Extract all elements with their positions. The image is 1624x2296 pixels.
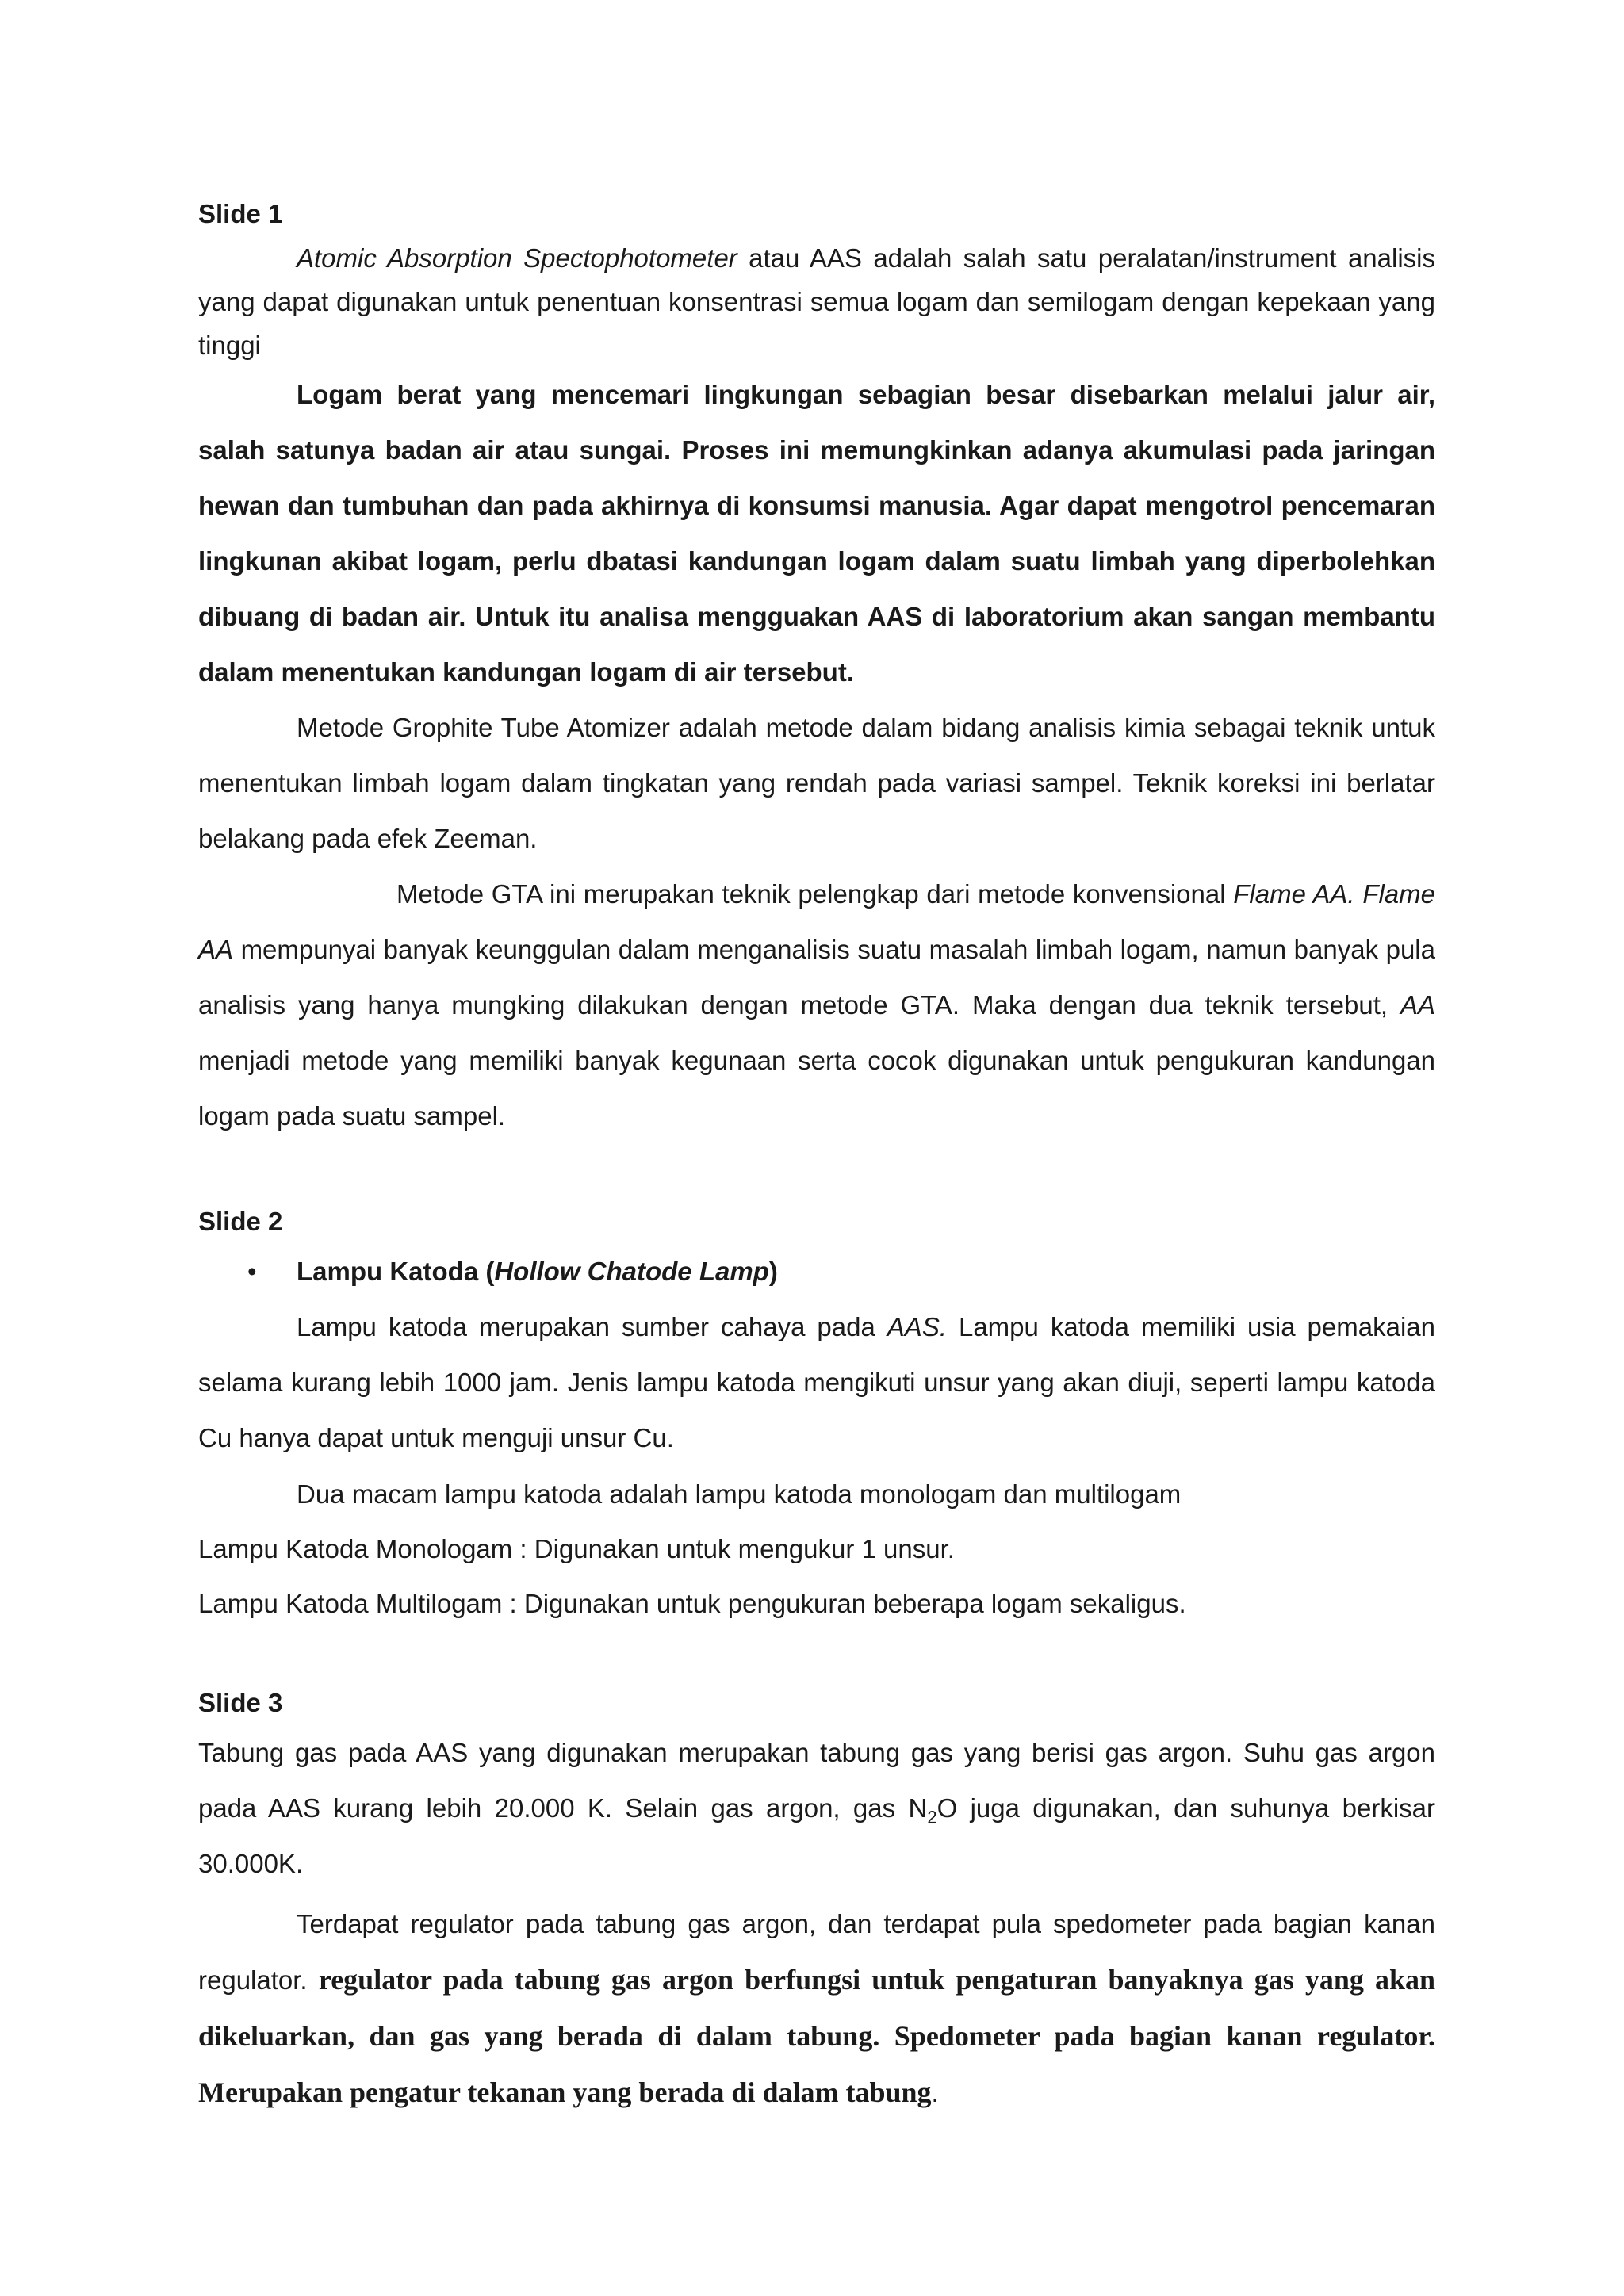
slide-2-multilogam-line: Lampu Katoda Multilogam : Digunakan untuk pengukuran beberapa logam sekaligus. <box>198 1589 1186 1618</box>
slide-2-monologam-line: Lampu Katoda Monologam : Digunakan untuk mengukur 1 unsur. <box>198 1534 955 1563</box>
slide-1-paragraph-1: Atomic Absorption Spectophotometer atau AAS adalah salah satu peralatan/instrument analisis yang dapat digunakan untuk penentuan konsentrasi semua logam dan semilogam dengan kepekaan yang tinggi <box>198 243 1436 360</box>
section-gap <box>198 1625 1435 1681</box>
document-page <box>198 192 1435 2121</box>
aas-term: Atomic Absorption Spectophotometer <box>297 243 737 273</box>
slide-2-title: Slide 2 <box>198 1207 283 1236</box>
regulator-bold-text: regulator pada tabung gas argon berfungsi untuk pengaturan banyaknya gas yang akan dikeluarkan, dan gas yang berada di dalam tabung. Spedometer pada bagian kanan regulator. Merupakan pengatur tekanan yang berada di dalam tabung <box>198 1964 1435 2108</box>
slide-3-title: Slide 3 <box>198 1688 283 1717</box>
slide-1-paragraph-3: Metode Grophite Tube Atomizer adalah metode dalam bidang analisis kimia sebagai teknik untuk menentukan limbah logam dalam tingkatan yang rendah pada variasi sampel. Teknik koreksi ini berlatar belakang pada efek Zeeman. <box>198 713 1435 853</box>
slide-3-paragraph-2: Terdapat regulator pada tabung gas argon, dan terdapat pula spedometer pada bagian kanan regulator. regulator pada tabung gas argon berfungsi untuk pengaturan banyaknya gas yang akan dikeluarkan, dan gas yang berada di dalam tabung. Spedometer pada bagian kanan regulator. Merupakan pengatur tekanan yang berada di dalam tabung. <box>198 1909 1435 2108</box>
bullet-icon: • <box>247 1257 257 1286</box>
slide-1-paragraph-2: Logam berat yang mencemari lingkungan sebagian besar disebarkan melalui jalur air, salah satunya badan air atau sungai. Proses ini memungkinkan adanya akumulasi pada jaringan hewan dan tumbuhan dan pada akhirnya di konsumsi manusia. Agar dapat mengotrol pencemaran lingkunan akibat logam, perlu dbatasi kandungan logam dalam suatu limbah yang diperbolehkan dibuang di badan air. Untuk itu analisa mengguakan AAS di laboratorium akan sangan membantu dalam menentukan kandungan logam di air tersebut. <box>198 380 1435 687</box>
slide-2-bullet-heading: • Lampu Katoda (Hollow Chatode Lamp) <box>198 1244 1435 1299</box>
slide-3-paragraph-1: Tabung gas pada AAS yang digunakan merupakan tabung gas yang berisi gas argon. Suhu gas argon pada AAS kurang lebih 20.000 K. Selain gas argon, gas $N_2O$ juga digunakan, dan suhunya berkisar 30.000K. <box>198 1738 1435 1878</box>
slide-2-paragraph-2: Dua macam lampu katoda adalah lampu katoda monologam dan multilogam <box>297 1479 1182 1509</box>
section-gap <box>198 1144 1435 1200</box>
subscript-2: 2 <box>927 1807 937 1827</box>
slide-1-title: Slide 1 <box>198 199 283 228</box>
slide-2-paragraph-1: Lampu katoda merupakan sumber cahaya pada AAS. Lampu katoda memiliki usia pemakaian selama kurang lebih 1000 jam. Jenis lampu katoda mengikuti unsur yang akan diuji, seperti lampu katoda Cu hanya dapat untuk menguji unsur Cu. <box>198 1312 1435 1452</box>
slide-1-paragraph-4: Metode GTA ini merupakan teknik pelengkap dari metode konvensional Flame AA. Flame AA mempunyai banyak keunggulan dalam menganalisis suatu masalah limbah logam, namun banyak pula analisis yang hanya mungking dilakukan dengan metode GTA. Maka dengan dua teknik tersebut, AA menjadi metode yang memiliki banyak kegunaan serta cocok digunakan untuk pengukuran kandungan logam pada suatu sampel. <box>198 879 1435 1131</box>
